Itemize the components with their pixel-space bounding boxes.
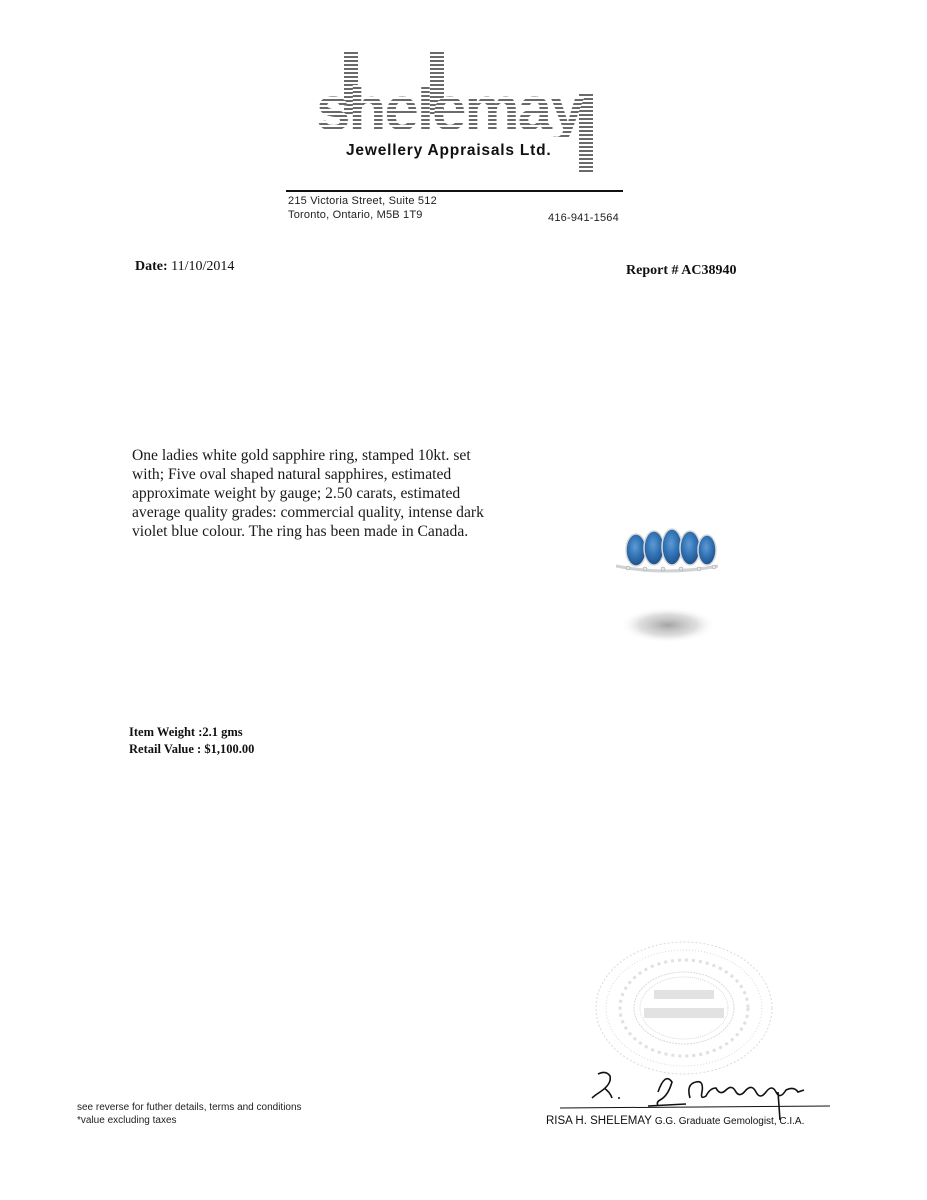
- address-line-2: Toronto, Ontario, M5B 1T9: [288, 209, 423, 221]
- footnote-terms: see reverse for futher details, terms and conditions: [77, 1102, 302, 1113]
- header-divider: [286, 190, 623, 192]
- sapphire-ring-photo: [606, 520, 726, 655]
- company-logo: [312, 52, 602, 182]
- description-line: One ladies white gold sapphire ring, stamped 10kt. set: [132, 447, 471, 464]
- report-number: [626, 263, 736, 279]
- description-line: average quality grades: commercial quality, intense dark: [132, 504, 484, 521]
- item-weight: [129, 724, 254, 741]
- phone-number: 416-941-1564: [548, 212, 619, 224]
- valuation-block: [129, 724, 254, 758]
- address-line-1: 215 Victoria Street, Suite 512: [288, 195, 437, 207]
- footnote-taxes: *value excluding taxes: [77, 1115, 177, 1126]
- retail-value-label: Retail Value :: [129, 742, 202, 756]
- signer-title: G.G. Graduate Gemologist, C.I.A.: [654, 1116, 805, 1127]
- sapphire-stones: [626, 529, 716, 566]
- date-value: 11/10/2014: [171, 259, 235, 274]
- description-line: with; Five oval shaped natural sapphires, estimated: [132, 466, 452, 483]
- company-name: Jewellery Appraisals Ltd.: [346, 142, 552, 159]
- logo-wordmark: shelemay: [316, 82, 601, 137]
- date-label: Date:: [135, 259, 168, 274]
- description-line: violet blue colour. The ring has been made in Canada.: [132, 523, 469, 540]
- date-field: [135, 259, 234, 275]
- embossed-seal: [592, 938, 776, 1078]
- signer-name: RISA H. SHELEMAY: [546, 1115, 652, 1127]
- signature: [540, 1062, 840, 1122]
- signer-credit: [546, 1115, 804, 1127]
- retail-value: [129, 741, 254, 758]
- retail-value-amount: $1,100.00: [204, 742, 255, 756]
- report-value: AC38940: [681, 263, 737, 278]
- item-weight-value: 2.1 gms: [202, 725, 243, 739]
- item-description: [132, 446, 562, 541]
- description-line: approximate weight by gauge; 2.50 carats, estimated: [132, 485, 461, 502]
- item-weight-label: Item Weight :: [129, 725, 203, 739]
- report-label: Report #: [626, 263, 679, 278]
